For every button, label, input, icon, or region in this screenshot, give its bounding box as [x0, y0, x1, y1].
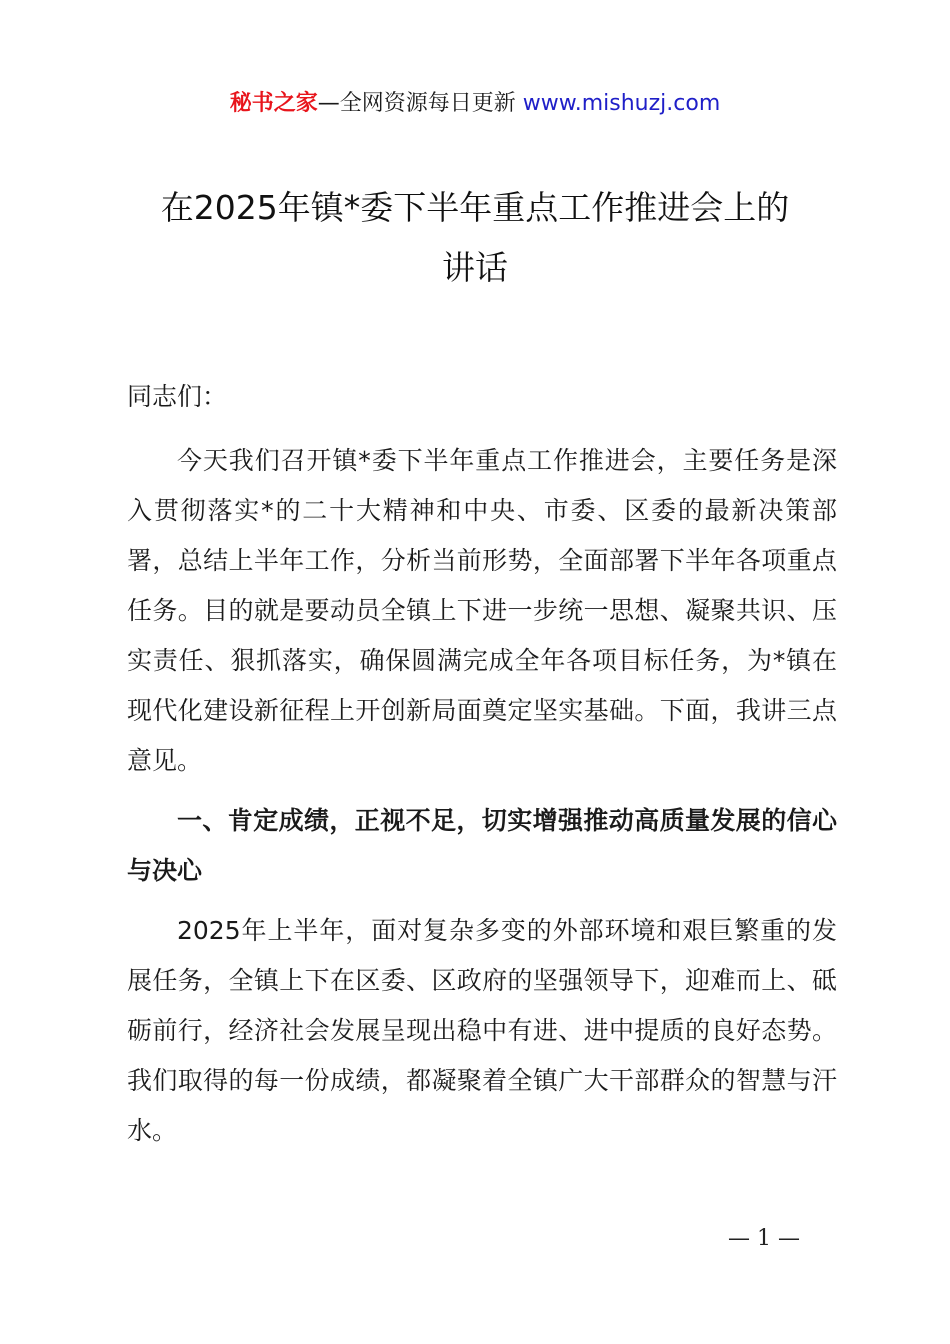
page-number: — 1 —: [728, 1226, 800, 1251]
site-brand: 秘书之家: [229, 91, 318, 116]
title-line-2: 讲话: [442, 248, 508, 287]
paragraph-achievements: 2025年上半年，面对复杂多变的外部环境和艰巨繁重的发展任务，全镇上下在区委、区政府的坚强领导下，迎难而上、砥砺前行，经济社会发展呈现出稳中有进、进中提质的良好态势。我们取得的每一份成绩，都凝聚着全镇广大干部群众的智慧与汗水。: [127, 916, 837, 1145]
title-line-1: 在2025年镇*委下半年重点工作推进会上的: [160, 188, 790, 227]
site-url-link[interactable]: www.mishuzj.com: [522, 91, 721, 116]
document-title: [110, 178, 840, 298]
salutation: 同志们：: [127, 382, 228, 411]
site-watermark-header: [0, 86, 950, 122]
site-slogan: —全网资源每日更新: [317, 91, 523, 116]
section-heading-1: 一、肯定成绩，正视不足，切实增强推动高质量发展的信心与决心: [127, 806, 837, 885]
document-body: [127, 372, 837, 1166]
paragraph-intro: 今天我们召开镇*委下半年重点工作推进会，主要任务是深入贯彻落实*的二十大精神和中央、市委、区委的最新决策部署，总结上半年工作，分析当前形势，全面部署下半年各项重点任务。目的就是要动员全镇上下进一步统一思想、凝聚共识、压实责任、狠抓落实，确保圆满完成全年各项目标任务，为*镇在现代化建设新征程上开创新局面奠定坚实基础。下面，我讲三点意见。: [127, 446, 837, 775]
